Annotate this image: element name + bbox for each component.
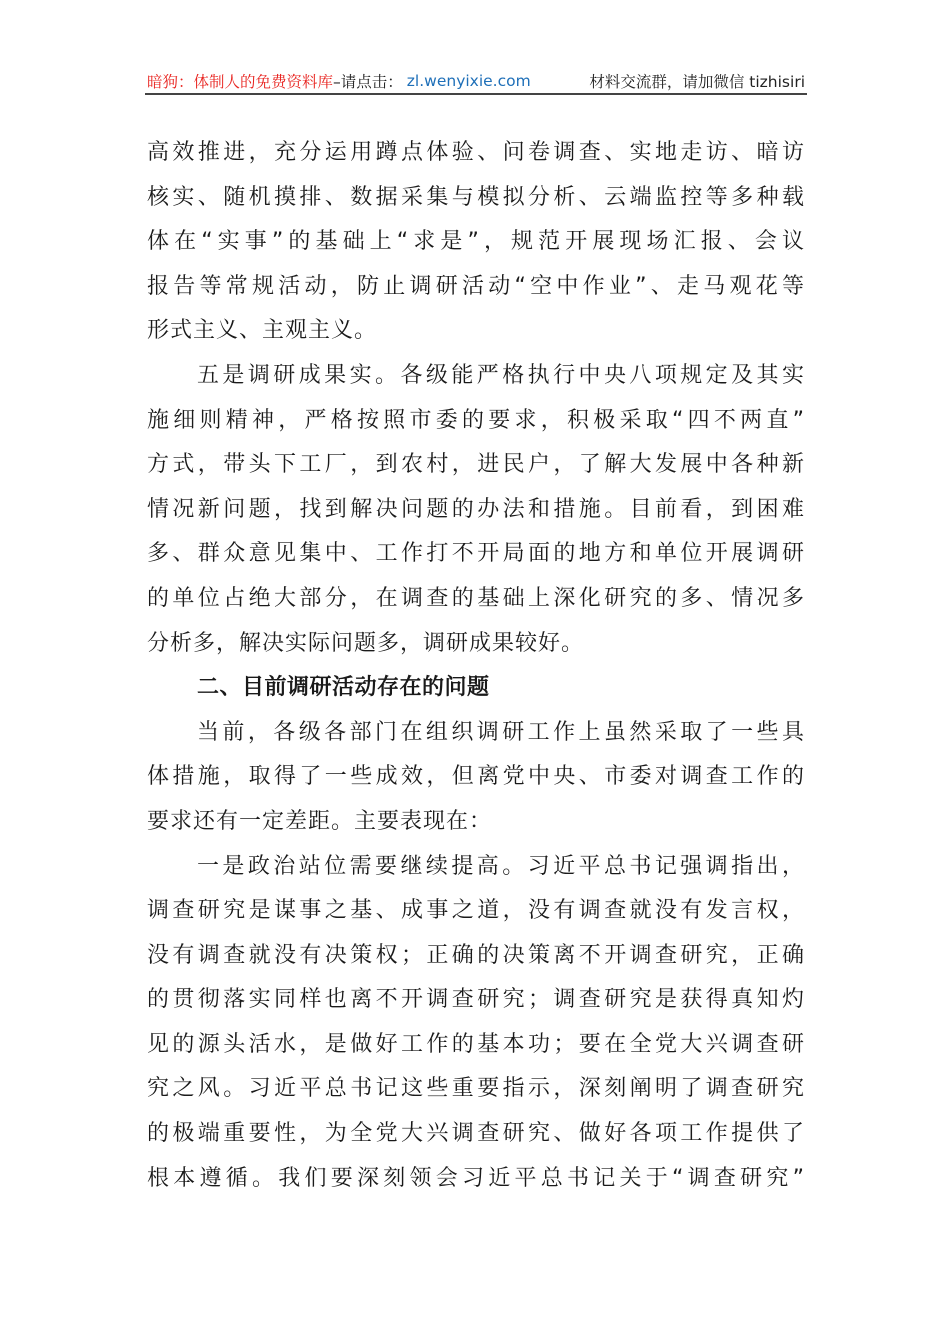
header-link[interactable]: zl.wenyixie.com: [406, 72, 531, 90]
header-prompt: –请点击：: [333, 73, 403, 91]
text-line: 没有调查就没有决策权；正确的决策离不开调查研究，正确: [147, 942, 805, 968]
text-line: 见的源头活水，是做好工作的基本功；要在全党大兴调查研: [147, 1031, 805, 1057]
section-heading: 二、目前调研活动存在的问题: [197, 675, 490, 701]
text-line: 的贯彻落实同样也离不开调查研究；调查研究是获得真知灼: [147, 987, 805, 1013]
text-line: 形式主义、主观主义。: [147, 318, 378, 344]
text-line: 的单位占绝大部分，在调查的基础上深化研究的多、情况多: [147, 585, 805, 611]
text-line: 体措施，取得了一些成效，但离党中央、市委对调查工作的: [147, 764, 805, 790]
text-line: 究之风。习近平总书记这些重要指示，深刻阐明了调查研究: [147, 1076, 805, 1102]
header-contact: 材料交流群，请加微信 tizhisiri: [589, 73, 805, 91]
text-line: 一是政治站位需要继续提高。习近平总书记强调指出，: [197, 853, 805, 879]
text-line: 调查研究是谋事之基、成事之道，没有调查就没有发言权，: [147, 898, 805, 924]
text-line: 的极端重要性，为全党大兴调查研究、做好各项工作提供了: [147, 1121, 805, 1147]
text-line: 核实、随机摸排、数据采集与模拟分析、云端监控等多种载: [147, 184, 805, 210]
header-divider: [145, 93, 807, 95]
text-line: 施细则精神，严格按照市委的要求，积极采取“四不两直”: [147, 407, 805, 433]
text-line: 报告等常规活动，防止调研活动“空中作业”、走马观花等: [147, 273, 805, 299]
text-line: 情况新问题，找到解决问题的办法和措施。目前看，到困难: [147, 496, 805, 522]
text-line: 体在“实事”的基础上“求是”，规范开展现场汇报、会议: [147, 229, 805, 255]
text-line: 根本遵循。我们要深刻领会习近平总书记关于“调查研究”: [147, 1165, 805, 1191]
header-brand: 暗狗：体制人的免费资料库: [147, 73, 334, 91]
text-line: 当前，各级各部门在组织调研工作上虽然采取了一些具: [197, 719, 805, 745]
text-line: 多、群众意见集中、工作打不开局面的地方和单位开展调研: [147, 541, 805, 567]
text-line: 高效推进，充分运用蹲点体验、问卷调查、实地走访、暗访: [147, 140, 805, 165]
text-line: 分析多，解决实际问题多，调研成果较好。: [147, 630, 585, 656]
text-line: 方式，带头下工厂，到农村，进民户，了解大发展中各种新: [147, 452, 805, 478]
text-line: 五是调研成果实。各级能严格执行中央八项规定及其实: [197, 362, 805, 388]
page-header: [147, 70, 805, 92]
text-line: 要求还有一定差距。主要表现在：: [147, 808, 493, 834]
document-body: [147, 131, 805, 1201]
